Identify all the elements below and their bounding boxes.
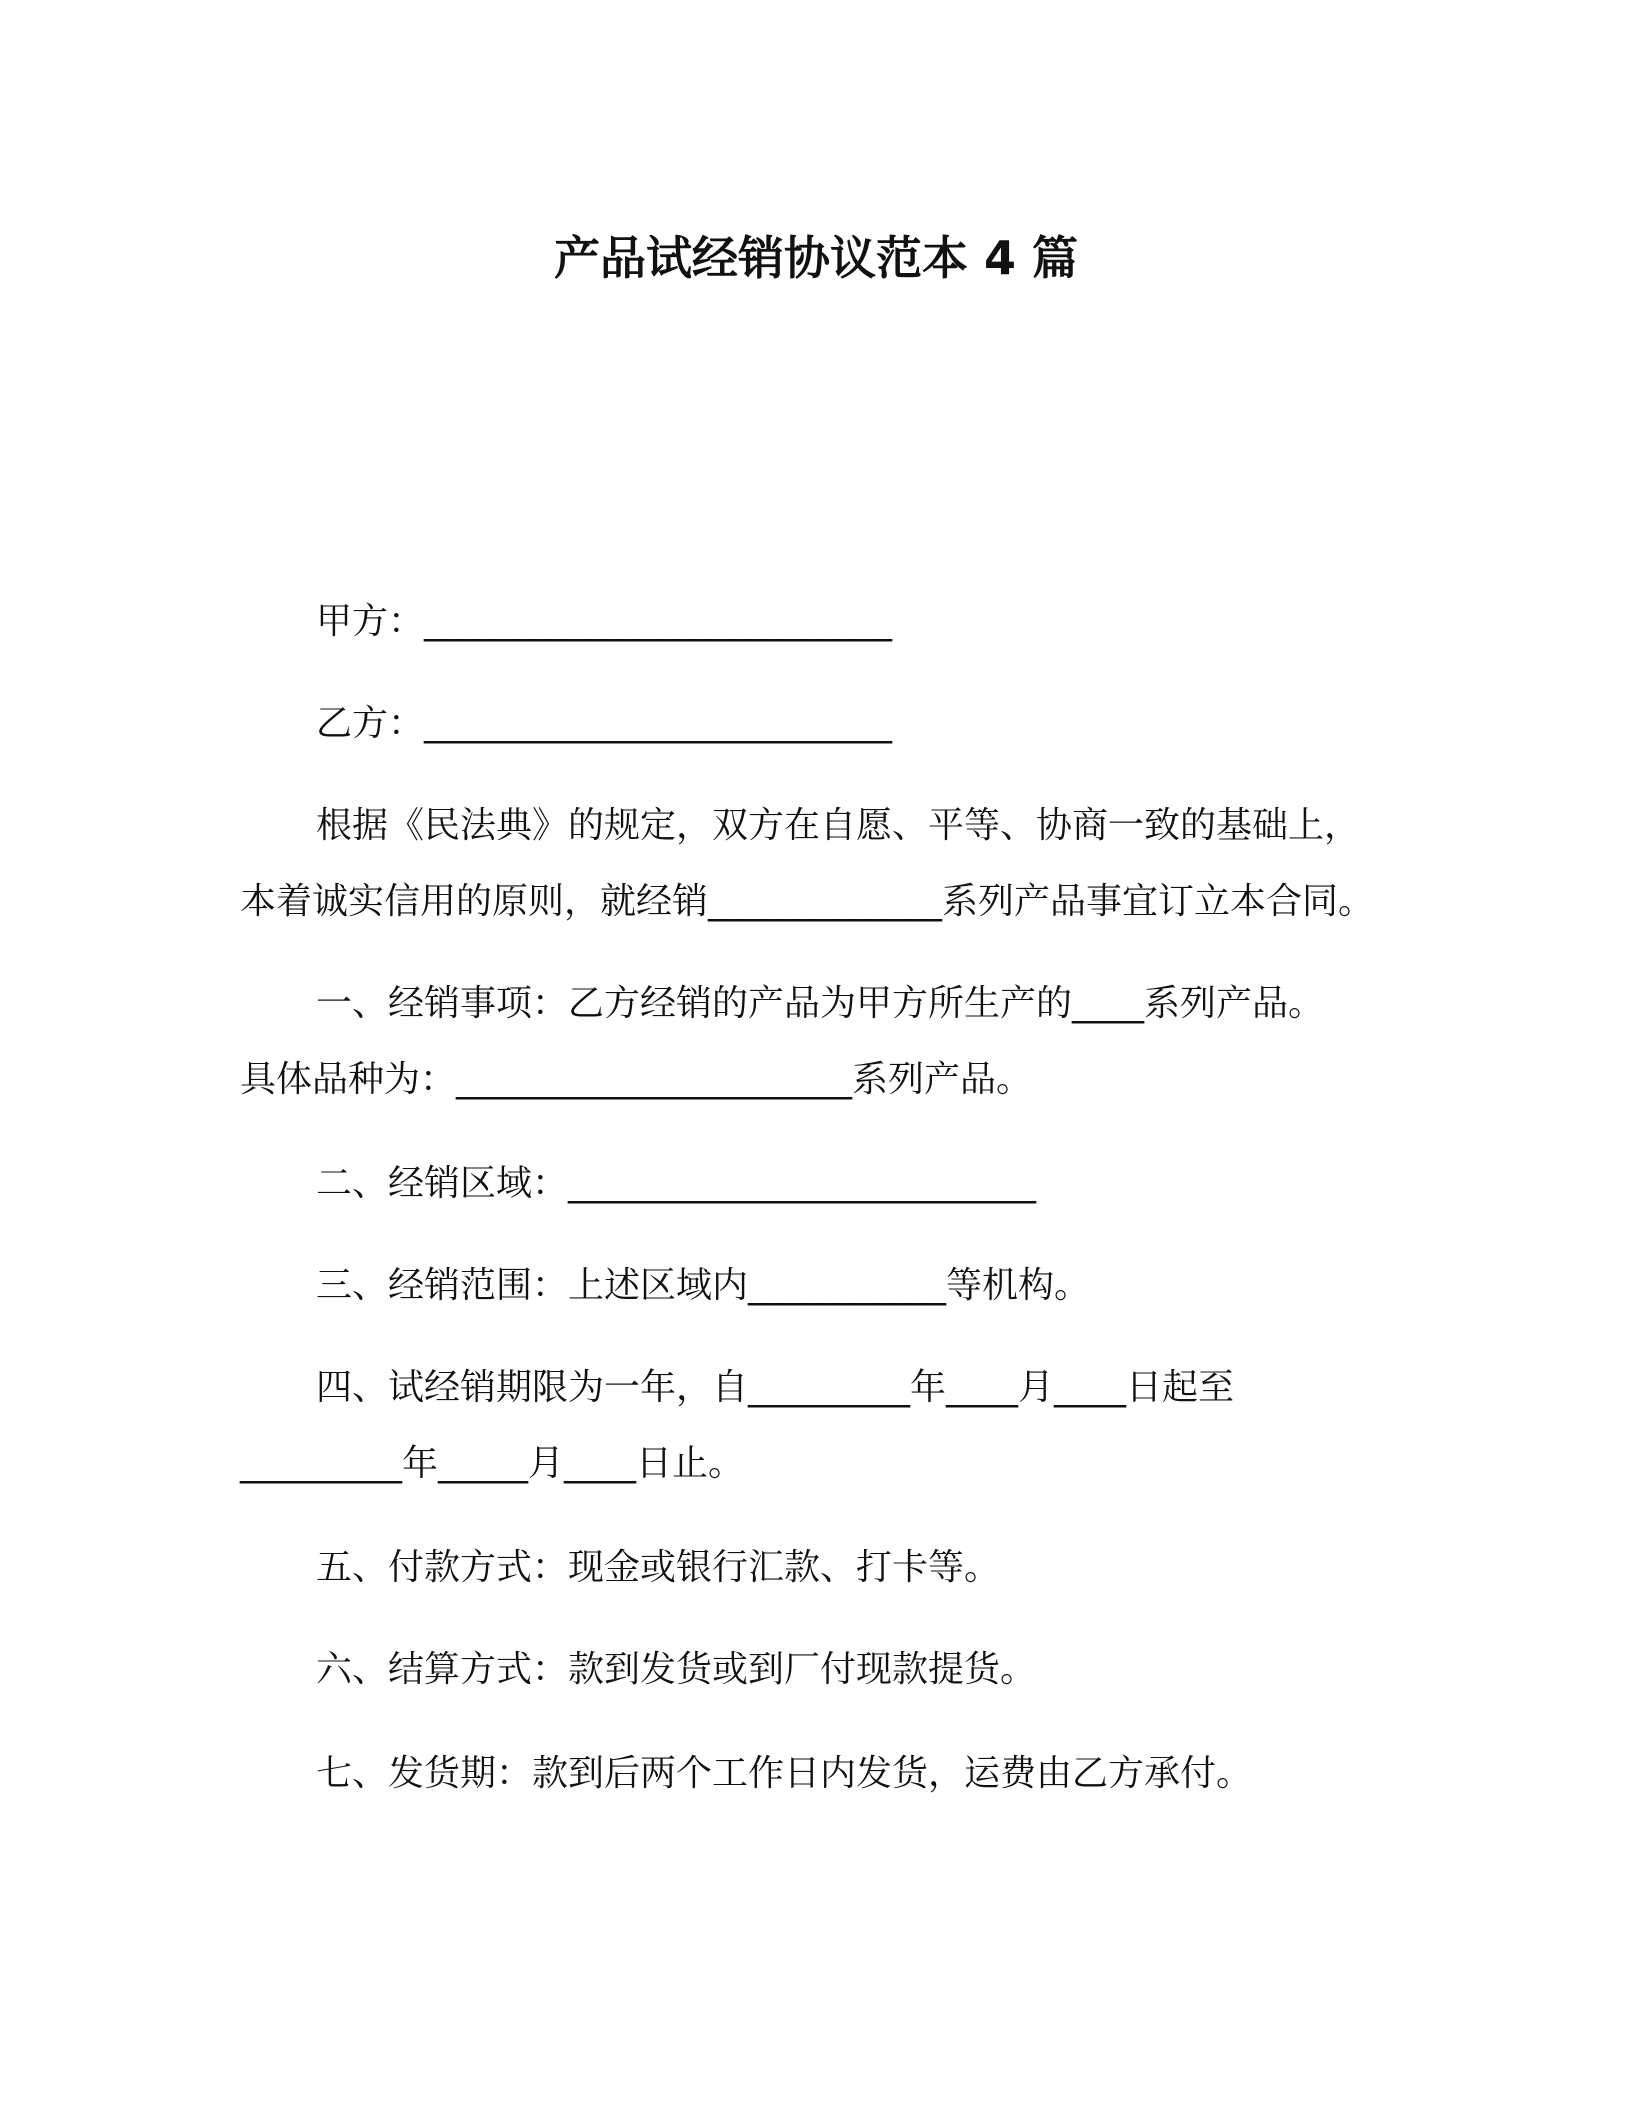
clause-2-line: 二、经销区域：__________________________ — [316, 1163, 1037, 1204]
clause-3-line: 三、经销范围：上述区域内___________等机构。 — [316, 1265, 1091, 1306]
party-a-line: 甲方：__________________________ — [316, 601, 893, 642]
preamble-line-1: 根据《民法典》的规定，双方在自愿、平等、协商一致的基础上， — [316, 805, 1361, 846]
preamble-line-2: 本着诚实信用的原则，就经销_____________系列产品事宜订立本合同。 — [240, 881, 1375, 922]
clause-5-line: 五、付款方式：现金或银行汇款、打卡等。 — [316, 1547, 1001, 1588]
clause-7-line: 七、发货期：款到后两个工作日内发货，运费由乙方承付。 — [316, 1753, 1253, 1794]
party-b-line: 乙方：__________________________ — [316, 703, 893, 744]
clause-1-line-1: 一、经销事项：乙方经销的产品为甲方所生产的____系列产品。 — [316, 983, 1325, 1024]
document-title: 产品试经销协议范本 4 篇 — [553, 231, 1079, 285]
clause-4-line-1: 四、试经销期限为一年，自_________年____月____日起至 — [316, 1367, 1235, 1408]
clause-6-line: 六、结算方式：款到发货或到厂付现款提货。 — [316, 1649, 1037, 1690]
clause-1-line-2: 具体品种为：______________________系列产品。 — [240, 1059, 1033, 1100]
clause-4-line-2: _________年_____月____日止。 — [240, 1443, 745, 1484]
